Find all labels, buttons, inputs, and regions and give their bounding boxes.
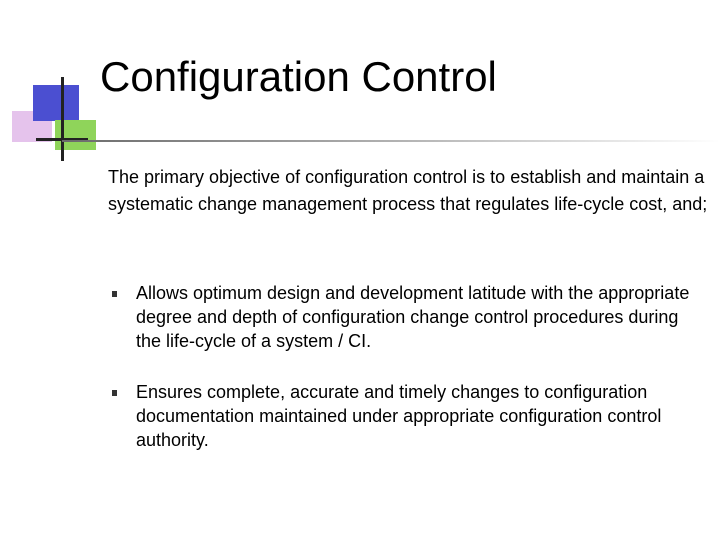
bullet-item: [108, 281, 708, 353]
intro-paragraph: The primary objective of configuration control is to establish and maintain a systematic change management process that regulates life-cycle cost, and;: [108, 167, 708, 214]
bullet-item: [108, 380, 708, 452]
square-bullet-icon: [112, 390, 117, 396]
bullet-text: Allows optimum design and development latitude with the appropriate degree and depth of configuration change control procedures during the life-cycle of a system / CI.: [136, 283, 690, 351]
bullet-text: Ensures complete, accurate and timely changes to configuration documentation maintained under appropriate configuration control authority.: [136, 382, 662, 450]
square-bullet-icon: [112, 291, 117, 297]
title-underline-rule: [62, 140, 720, 142]
decorative-vertical-line: [61, 77, 64, 161]
bullet-list: [108, 281, 708, 452]
slide-title: Configuration Control: [100, 53, 497, 100]
decorative-blue-square: [33, 85, 79, 121]
